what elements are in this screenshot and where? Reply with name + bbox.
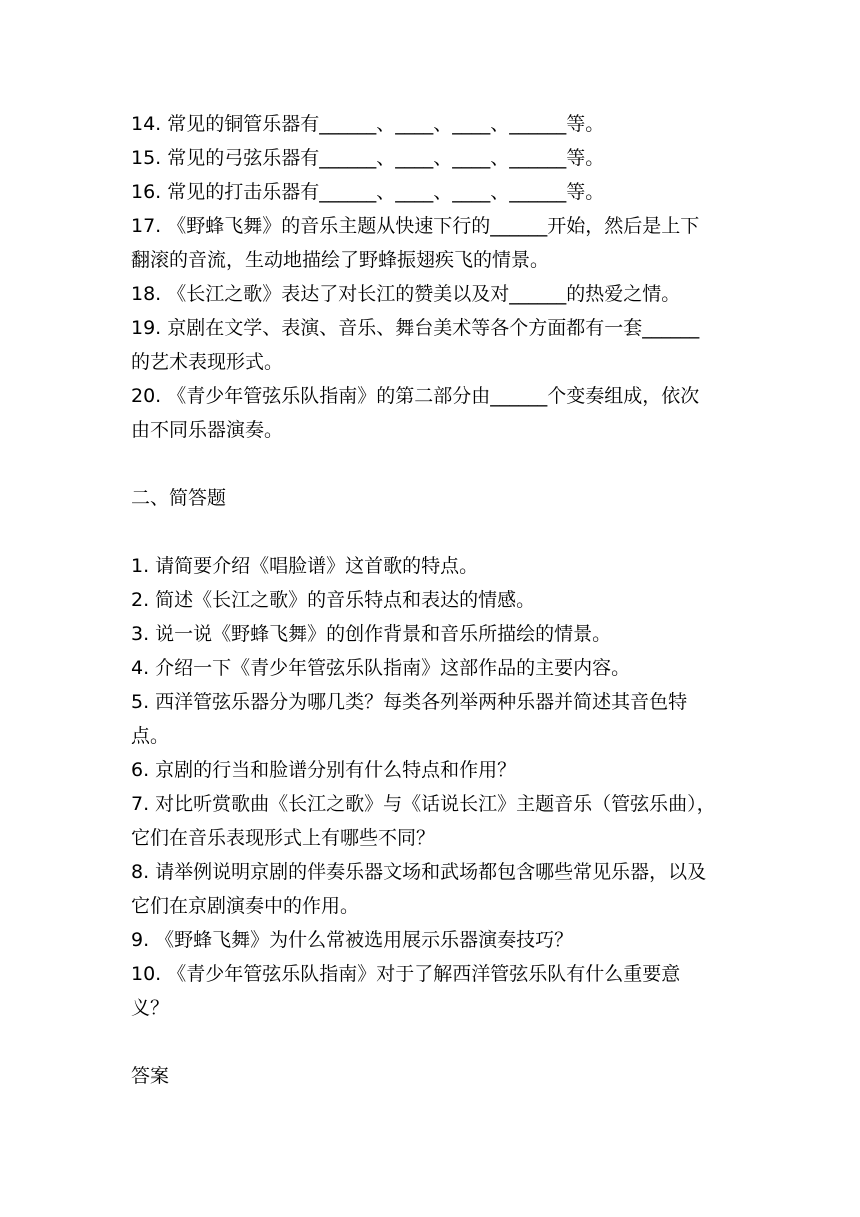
question-line: 2. 简述《长江之歌》的音乐特点和表达的情感。 (131, 589, 536, 611)
section-heading-short-answer: 二、简答题 (131, 487, 227, 509)
question-line: 的艺术表现形式。 (131, 351, 284, 373)
question-line: 4. 介绍一下《青少年管弦乐队指南》这部作品的主要内容。 (131, 657, 631, 679)
question-line: 19. 京剧在文学、表演、音乐、舞台美术等各个方面都有一套______ (131, 317, 700, 339)
short-question-3 (131, 617, 741, 651)
question-line: 它们在音乐表现形式上有哪些不同？ (131, 827, 436, 849)
question-line: 16. 常见的打击乐器有______、____、____、______等。 (131, 181, 605, 203)
question-line: 由不同乐器演奏。 (131, 419, 284, 441)
question-14 (131, 107, 741, 141)
question-line: 9. 《野蜂飞舞》为什么常被选用展示乐器演奏技巧？ (131, 929, 574, 951)
short-question-10 (131, 957, 741, 1025)
question-line: 17. 《野蜂飞舞》的音乐主题从快速下行的______开始，然后是上下 (131, 215, 700, 237)
question-20 (131, 379, 741, 447)
question-line: 8. 请举例说明京剧的伴奏乐器文场和武场都包含哪些常见乐器，以及 (131, 861, 707, 883)
question-line: 14. 常见的铜管乐器有______、____、____、______等。 (131, 113, 605, 135)
short-question-7 (131, 787, 741, 855)
question-line: 10. 《青少年管弦乐队指南》对于了解西洋管弦乐队有什么重要意 (131, 963, 681, 985)
question-line: 3. 说一说《野蜂飞舞》的创作背景和音乐所描绘的情景。 (131, 623, 612, 645)
question-line: 5. 西洋管弦乐器分为哪几类？每类各列举两种乐器并简述其音色特 (131, 691, 688, 713)
question-line: 7. 对比听赏歌曲《长江之歌》与《话说长江》主题音乐（管弦乐曲）， (131, 793, 716, 815)
question-line: 1. 请简要介绍《唱脸谱》这首歌的特点。 (131, 555, 479, 577)
short-question-4 (131, 651, 741, 685)
question-line: 15. 常见的弓弦乐器有______、____、____、______等。 (131, 147, 605, 169)
question-line: 18. 《长江之歌》表达了对长江的赞美以及对______的热爱之情。 (131, 283, 681, 305)
short-question-8 (131, 855, 741, 923)
question-16 (131, 175, 741, 209)
short-question-2 (131, 583, 741, 617)
short-question-1 (131, 549, 741, 583)
question-19 (131, 311, 741, 379)
question-18 (131, 277, 741, 311)
short-question-5 (131, 685, 741, 753)
question-line: 翻滚的音流，生动地描绘了野蜂振翅疾飞的情景。 (131, 249, 550, 271)
question-line: 点。 (131, 725, 170, 747)
answer-heading: 答案 (131, 1065, 170, 1087)
question-line: 20. 《青少年管弦乐队指南》的第二部分由______个变奏组成，依次 (131, 385, 700, 407)
short-question-6 (131, 753, 741, 787)
question-line: 义？ (131, 997, 170, 1019)
fill-in-questions (131, 107, 741, 447)
question-line: 它们在京剧演奏中的作用。 (131, 895, 360, 917)
question-line: 6. 京剧的行当和脸谱分别有什么特点和作用？ (131, 759, 517, 781)
question-15 (131, 141, 741, 175)
short-answer-questions (131, 549, 741, 1025)
short-question-9 (131, 923, 741, 957)
question-17 (131, 209, 741, 277)
document-page (131, 0, 741, 1093)
